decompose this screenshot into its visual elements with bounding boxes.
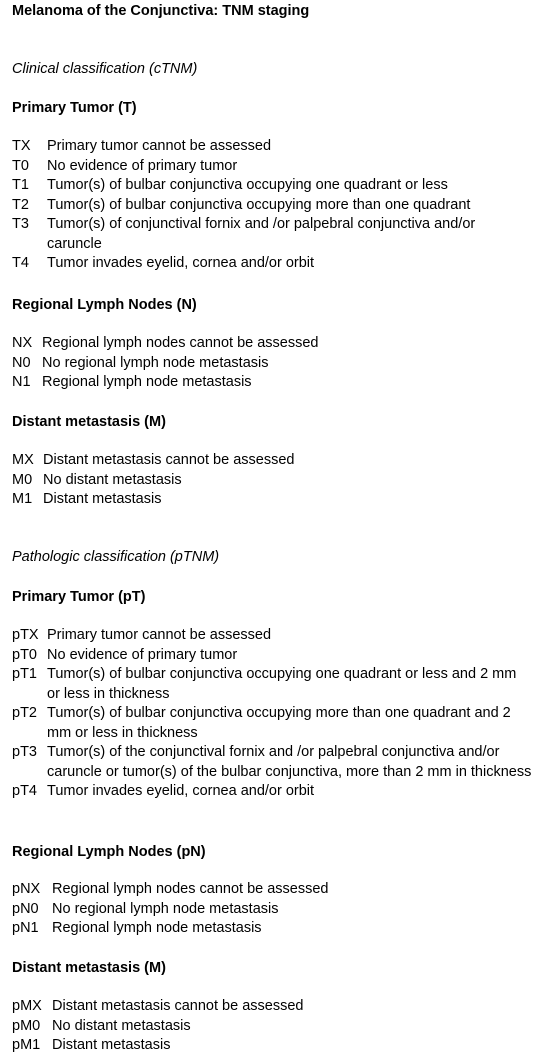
list-item [12, 471, 294, 491]
list-item [12, 880, 328, 900]
stage-description: Distant metastasis [52, 1037, 171, 1053]
pathologic-classification-label: Pathologic classification (pTNM) [12, 549, 220, 565]
stage-code: pM0 [12, 1017, 41, 1034]
list-item [12, 900, 328, 920]
stage-description: No evidence of primary tumor [47, 157, 238, 174]
pathologic-lymph-nodes-list [12, 880, 328, 939]
list-item [12, 215, 527, 254]
list-item [12, 451, 294, 471]
stage-description: Tumor invades eyelid, cornea and/or orbit [47, 783, 315, 799]
document-title: Melanoma of the Conjunctiva: TNM staging [12, 3, 310, 19]
pathologic-metastasis-list [12, 997, 303, 1056]
list-item [12, 490, 294, 510]
clinical-lymph-nodes-list [12, 334, 318, 393]
pathologic-metastasis-heading: Distant metastasis (M) [12, 960, 166, 976]
clinical-metastasis-list [12, 451, 294, 510]
list-item [12, 1036, 303, 1056]
stage-description: Primary tumor cannot be assessed [47, 627, 272, 643]
stage-description: Regional lymph nodes cannot be assessed [52, 881, 329, 897]
stage-code: T2 [12, 196, 29, 213]
clinical-primary-tumor-heading: Primary Tumor (T) [12, 100, 137, 116]
stage-code: T4 [12, 255, 29, 271]
list-item [12, 137, 527, 157]
stage-code: pNX [12, 881, 41, 897]
list-item [12, 919, 328, 939]
stage-description: Tumor(s) of bulbar conjunctiva occupying more than one quadrant [47, 196, 471, 213]
stage-description: No distant metastasis [52, 1017, 191, 1034]
stage-code: N1 [12, 374, 31, 390]
list-item [12, 704, 532, 743]
stage-code: pT0 [12, 646, 37, 663]
stage-description: Tumor invades eyelid, cornea and/or orbit [47, 255, 315, 271]
stage-code: N0 [12, 354, 31, 371]
stage-code: pT3 [12, 744, 37, 760]
stage-description: Tumor(s) of conjunctival fornix and /or palpebral conjunctiva and/or caruncle [47, 216, 476, 252]
list-item [12, 254, 527, 274]
stage-code: T3 [12, 216, 29, 232]
stage-description: Distant metastasis cannot be assessed [43, 452, 295, 468]
list-item [12, 782, 532, 802]
stage-code: pN0 [12, 900, 39, 917]
stage-description: Regional lymph node metastasis [42, 374, 252, 390]
stage-code: NX [12, 335, 33, 351]
stage-code: TX [12, 138, 31, 154]
pathologic-primary-tumor-heading: Primary Tumor (pT) [12, 589, 146, 605]
list-item [12, 354, 318, 374]
stage-code: MX [12, 452, 34, 468]
clinical-lymph-nodes-heading: Regional Lymph Nodes (N) [12, 297, 197, 313]
stage-description: No regional lymph node metastasis [42, 354, 269, 371]
list-item [12, 334, 318, 354]
stage-description: No regional lymph node metastasis [52, 900, 279, 917]
list-item [12, 743, 532, 782]
stage-code: pTX [12, 627, 39, 643]
stage-code: pMX [12, 998, 42, 1014]
pathologic-lymph-nodes-heading: Regional Lymph Nodes (pN) [12, 844, 206, 860]
stage-code: T0 [12, 157, 29, 174]
list-item [12, 1017, 303, 1037]
stage-code: T1 [12, 177, 29, 193]
stage-code: pT1 [12, 666, 37, 682]
list-item [12, 373, 318, 393]
stage-code: pT2 [12, 705, 37, 721]
stage-code: M1 [12, 491, 33, 507]
stage-description: No distant metastasis [43, 471, 182, 488]
stage-description: Distant metastasis cannot be assessed [52, 998, 304, 1014]
list-item [12, 665, 532, 704]
stage-code: pT4 [12, 783, 37, 799]
list-item [12, 626, 532, 646]
clinical-classification-label: Clinical classification (cTNM) [12, 61, 198, 77]
stage-description: Tumor(s) of bulbar conjunctiva occupying more than one quadrant and 2 mm or less in thickness [47, 705, 511, 741]
stage-description: Primary tumor cannot be assessed [47, 138, 272, 154]
stage-code: pM1 [12, 1037, 41, 1053]
pathologic-primary-tumor-list [12, 626, 532, 802]
stage-description: No evidence of primary tumor [47, 646, 238, 663]
stage-description: Regional lymph node metastasis [52, 920, 262, 936]
stage-description: Tumor(s) of bulbar conjunctiva occupying one quadrant or less and 2 mm or less in thickness [47, 666, 517, 702]
stage-description: Distant metastasis [43, 491, 162, 507]
list-item [12, 997, 303, 1017]
list-item [12, 646, 532, 666]
stage-code: M0 [12, 471, 33, 488]
list-item [12, 176, 527, 196]
clinical-metastasis-heading: Distant metastasis (M) [12, 414, 166, 430]
stage-description: Tumor(s) of the conjunctival fornix and /or palpebral conjunctiva and/or caruncle or tumor(s) of the bulbar conjunctiva, more than 2 mm in thickness [47, 744, 532, 780]
list-item [12, 157, 527, 177]
stage-description: Tumor(s) of bulbar conjunctiva occupying one quadrant or less [47, 177, 448, 193]
stage-code: pN1 [12, 920, 39, 936]
list-item [12, 196, 527, 216]
clinical-primary-tumor-list [12, 137, 527, 274]
stage-description: Regional lymph nodes cannot be assessed [42, 335, 319, 351]
